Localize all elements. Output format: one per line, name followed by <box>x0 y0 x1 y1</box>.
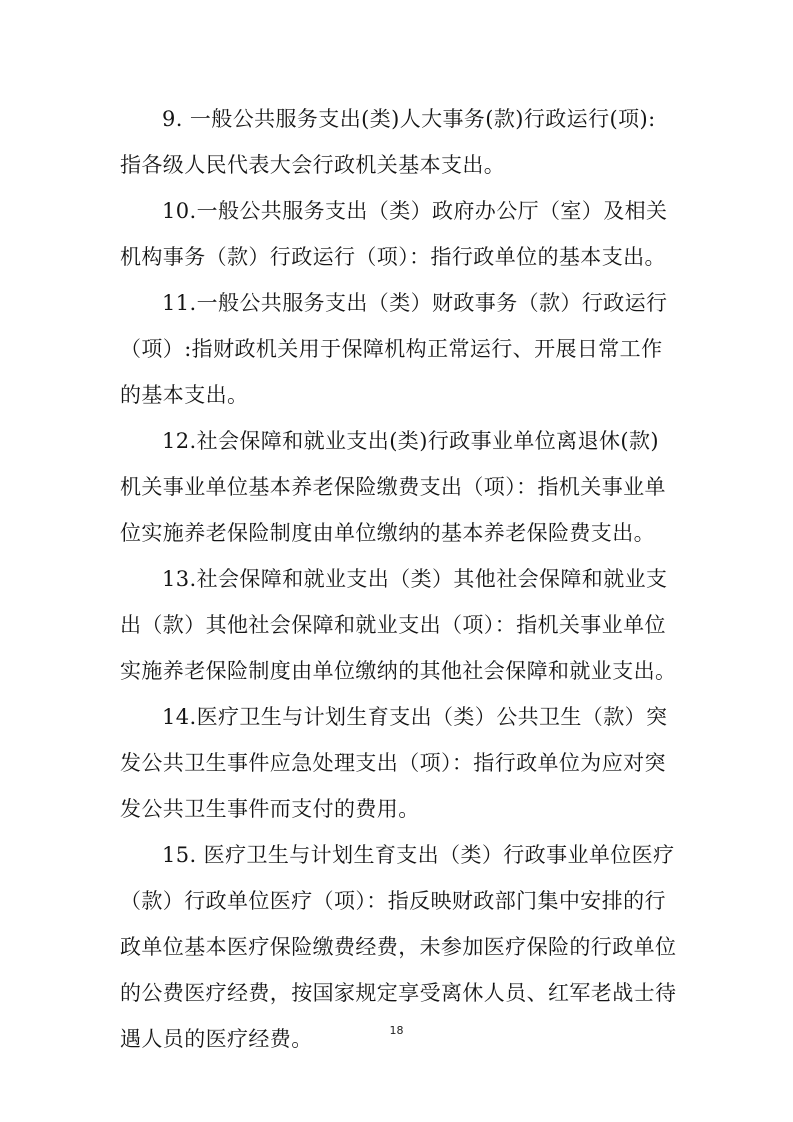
paragraph-line: 位实施养老保险制度由单位缴纳的基本养老保险费支出。 <box>120 521 655 545</box>
paragraph-12 <box>120 418 680 556</box>
paragraph-line: 9. 一般公共服务支出(类)人大事务(款)行政运行(项): <box>162 107 656 131</box>
paragraph-9 <box>120 96 680 188</box>
paragraph-line: 出（款）其他社会保障和就业支出（项）：指机关事业单位 <box>120 613 666 637</box>
paragraph-line: 11.一般公共服务支出（类）财政事务（款）行政运行 <box>162 291 668 315</box>
paragraph-line: 发公共卫生事件而支付的费用。 <box>120 797 420 821</box>
paragraph-line: 的基本支出。 <box>120 383 249 407</box>
paragraph-line: 机构事务（款）行政运行（项）：指行政单位的基本支出。 <box>120 245 666 269</box>
paragraph-line: 指各级人民代表大会行政机关基本支出。 <box>120 153 506 177</box>
paragraph-line: 15. 医疗卫生与计划生育支出（类）行政事业单位医疗 <box>162 843 675 867</box>
paragraph-line: （款）行政单位医疗（项）：指反映财政部门集中安排的行 <box>120 889 666 913</box>
paragraph-line: 10.一般公共服务支出（类）政府办公厅（室）及相关 <box>162 199 668 223</box>
paragraph-13 <box>120 556 680 694</box>
page-number: 18 <box>389 1024 404 1037</box>
paragraph-line: 政单位基本医疗保险缴费经费，未参加医疗保险的行政单位 <box>120 935 677 959</box>
document-body <box>120 96 680 1062</box>
paragraph-10 <box>120 188 680 280</box>
paragraph-11 <box>120 280 680 418</box>
paragraph-line: 的公费医疗经费，按国家规定享受离休人员、红军老战士待 <box>120 981 677 1005</box>
paragraph-line: 实施养老保险制度由单位缴纳的其他社会保障和就业支出。 <box>120 659 677 683</box>
paragraph-line: 机关事业单位基本养老保险缴费支出（项）：指机关事业单 <box>120 475 666 499</box>
paragraph-line: 遇人员的医疗经费。 <box>120 1027 313 1051</box>
paragraph-line: 12.社会保障和就业支出(类)行政事业单位离退休(款) <box>162 429 659 453</box>
paragraph-line: 发公共卫生事件应急处理支出（项）：指行政单位为应对突 <box>120 751 666 775</box>
paragraph-14 <box>120 694 680 832</box>
paragraph-line: 14.医疗卫生与计划生育支出（类）公共卫生（款）突 <box>162 705 668 729</box>
paragraph-line: 13.社会保障和就业支出（类）其他社会保障和就业支 <box>162 567 668 591</box>
paragraph-line: （项）:指财政机关用于保障机构正常运行、开展日常工作 <box>120 337 663 361</box>
